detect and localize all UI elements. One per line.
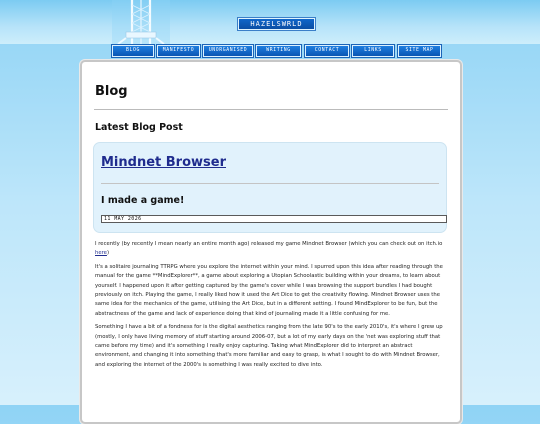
paragraph-1-text: I recently (by recently I mean nearly an entire month ago) released my game Mindnet Browser (which you can check out on itch.io bbox=[95, 241, 443, 247]
paragraph-2: It's a solitaire journaling TTRPG where you explore the internet within your mind. I spurred upon this idea after reading through the manual for the game **MindExplorer**, a game about exploring a Utopian Schoolastic building within your dreams, to learn about yourself. I happened upon it after getting captured by the game's cover while I was browsing the support bundles I had bought previously on itch. Playing the game, I really liked how it used the Art Dice to get the creativity flowing. Mindnet Browser uses the same idea for the mechanics of the game, utilising the Art Dice, but in a different setting. I found MindExplorer to be fun, but the abstractness of the game and lack of experience doing that kind of journaling made it a little confusing for me. bbox=[95, 264, 443, 317]
title-divider bbox=[94, 109, 448, 110]
post-subtitle: I made a game! bbox=[101, 195, 185, 206]
itch-link[interactable]: here bbox=[95, 250, 107, 257]
post-date: 11 MAY 2026 bbox=[101, 215, 447, 223]
site-header bbox=[0, 0, 540, 44]
site-logo[interactable]: HAZELSWRLD bbox=[238, 18, 315, 30]
tower-illustration bbox=[112, 0, 170, 44]
card-divider bbox=[101, 183, 439, 184]
post-body bbox=[95, 240, 449, 374]
latest-post-card bbox=[93, 142, 447, 233]
paragraph-1-end: ) bbox=[106, 250, 110, 257]
section-heading: Latest Blog Post bbox=[95, 122, 183, 133]
nav-manifesto-button[interactable]: MANIFESTO bbox=[157, 45, 200, 57]
nav-links-button[interactable]: LINKS bbox=[352, 45, 394, 57]
paragraph-1 bbox=[95, 240, 449, 259]
nav-contact-button[interactable]: CONTACT bbox=[305, 45, 349, 57]
nav-blog-button[interactable]: BLOG bbox=[112, 45, 154, 57]
page-title: Blog bbox=[95, 84, 128, 99]
post-title-link[interactable]: Mindnet Browser bbox=[101, 155, 226, 170]
nav-site-map-button[interactable]: SITE MAP bbox=[398, 45, 441, 57]
nav-writing-button[interactable]: WRITING bbox=[256, 45, 301, 57]
nav-unorganised-button[interactable]: UNORGANISED bbox=[203, 45, 253, 57]
paragraph-3: Something I have a bit of a fondness for is the digital aesthetics ranging from the late 90's to the early 2010's, it's where I grew up (mostly, I only have living memory of stuff starting around 2006-07, but a lot of my early days on the 'net was exploring stuff that came before my time) and it's something I really enjoy capturing. Taking what MindExplorer did to interpret an abstract environment, and changing it into something that's more familiar and easy to grasp, is what I sought to do with Mindnet Browser, and exploring the internet of the 2000's is something I was really excited to dive into. bbox=[95, 324, 443, 368]
content-panel bbox=[80, 60, 462, 424]
